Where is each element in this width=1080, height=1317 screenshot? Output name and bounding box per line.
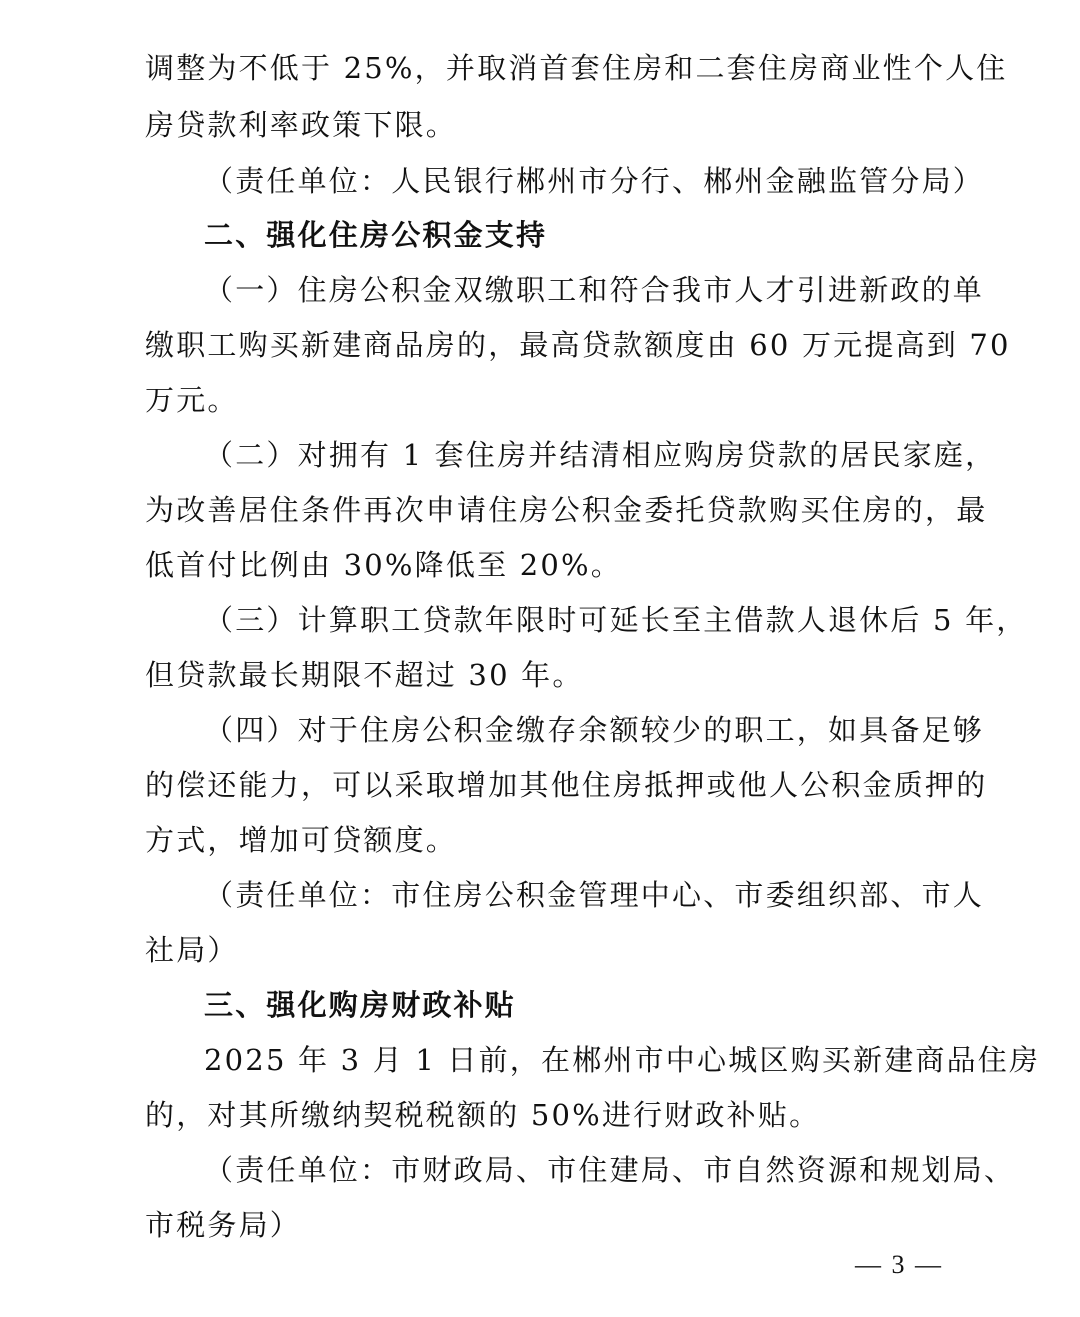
- text-line-14: 的偿还能力，可以采取增加其他住房抵押或他人公积金质押的: [145, 768, 988, 802]
- section-heading-3: 三、强化购房财政补贴: [204, 988, 517, 1022]
- text-line-8: （二）对拥有 1 套住房并结清相应购房贷款的居民家庭，: [204, 438, 997, 472]
- text-line-5: （一）住房公积金双缴职工和符合我市人才引进新政的单: [204, 273, 985, 307]
- text-line-11: （三）计算职工贷款年限时可延长至主借款人退休后 5 年，: [204, 603, 1028, 637]
- text-line-20: 的，对其所缴纳契税税额的 50%进行财政补贴。: [145, 1098, 821, 1132]
- text-line-15: 方式，增加可贷额度。: [145, 823, 458, 857]
- responsibility-note-2: （责任单位：市住房公积金管理中心、市委组织部、市人: [204, 878, 985, 912]
- text-line-7: 万元。: [145, 383, 239, 417]
- text-line-22: 市税务局）: [145, 1208, 302, 1242]
- text-line-6: 缴职工购买新建商品房的，最高贷款额度由 60 万元提高到 70: [145, 328, 1011, 362]
- responsibility-note-3: （责任单位：市财政局、市住建局、市自然资源和规划局、: [204, 1153, 1016, 1187]
- text-line-17: 社局）: [145, 933, 239, 967]
- text-line-19: 2025 年 3 月 1 日前，在郴州市中心城区购买新建商品住房: [204, 1043, 1041, 1077]
- text-line-9: 为改善居住条件再次申请住房公积金委托贷款购买住房的，最: [145, 493, 988, 527]
- text-line-2: 房贷款利率政策下限。: [145, 108, 458, 142]
- responsibility-note-1: （责任单位：人民银行郴州市分行、郴州金融监管分局）: [204, 164, 985, 198]
- text-line-1: 调整为不低于 25%，并取消首套住房和二套住房商业性个人住: [145, 51, 1008, 85]
- text-line-10: 低首付比例由 30%降低至 20%。: [145, 548, 622, 582]
- text-line-12: 但贷款最长期限不超过 30 年。: [145, 658, 584, 692]
- page-number: — 3 —: [855, 1250, 943, 1279]
- text-line-13: （四）对于住房公积金缴存余额较少的职工，如具备足够: [204, 713, 985, 747]
- section-heading-2: 二、强化住房公积金支持: [204, 218, 548, 252]
